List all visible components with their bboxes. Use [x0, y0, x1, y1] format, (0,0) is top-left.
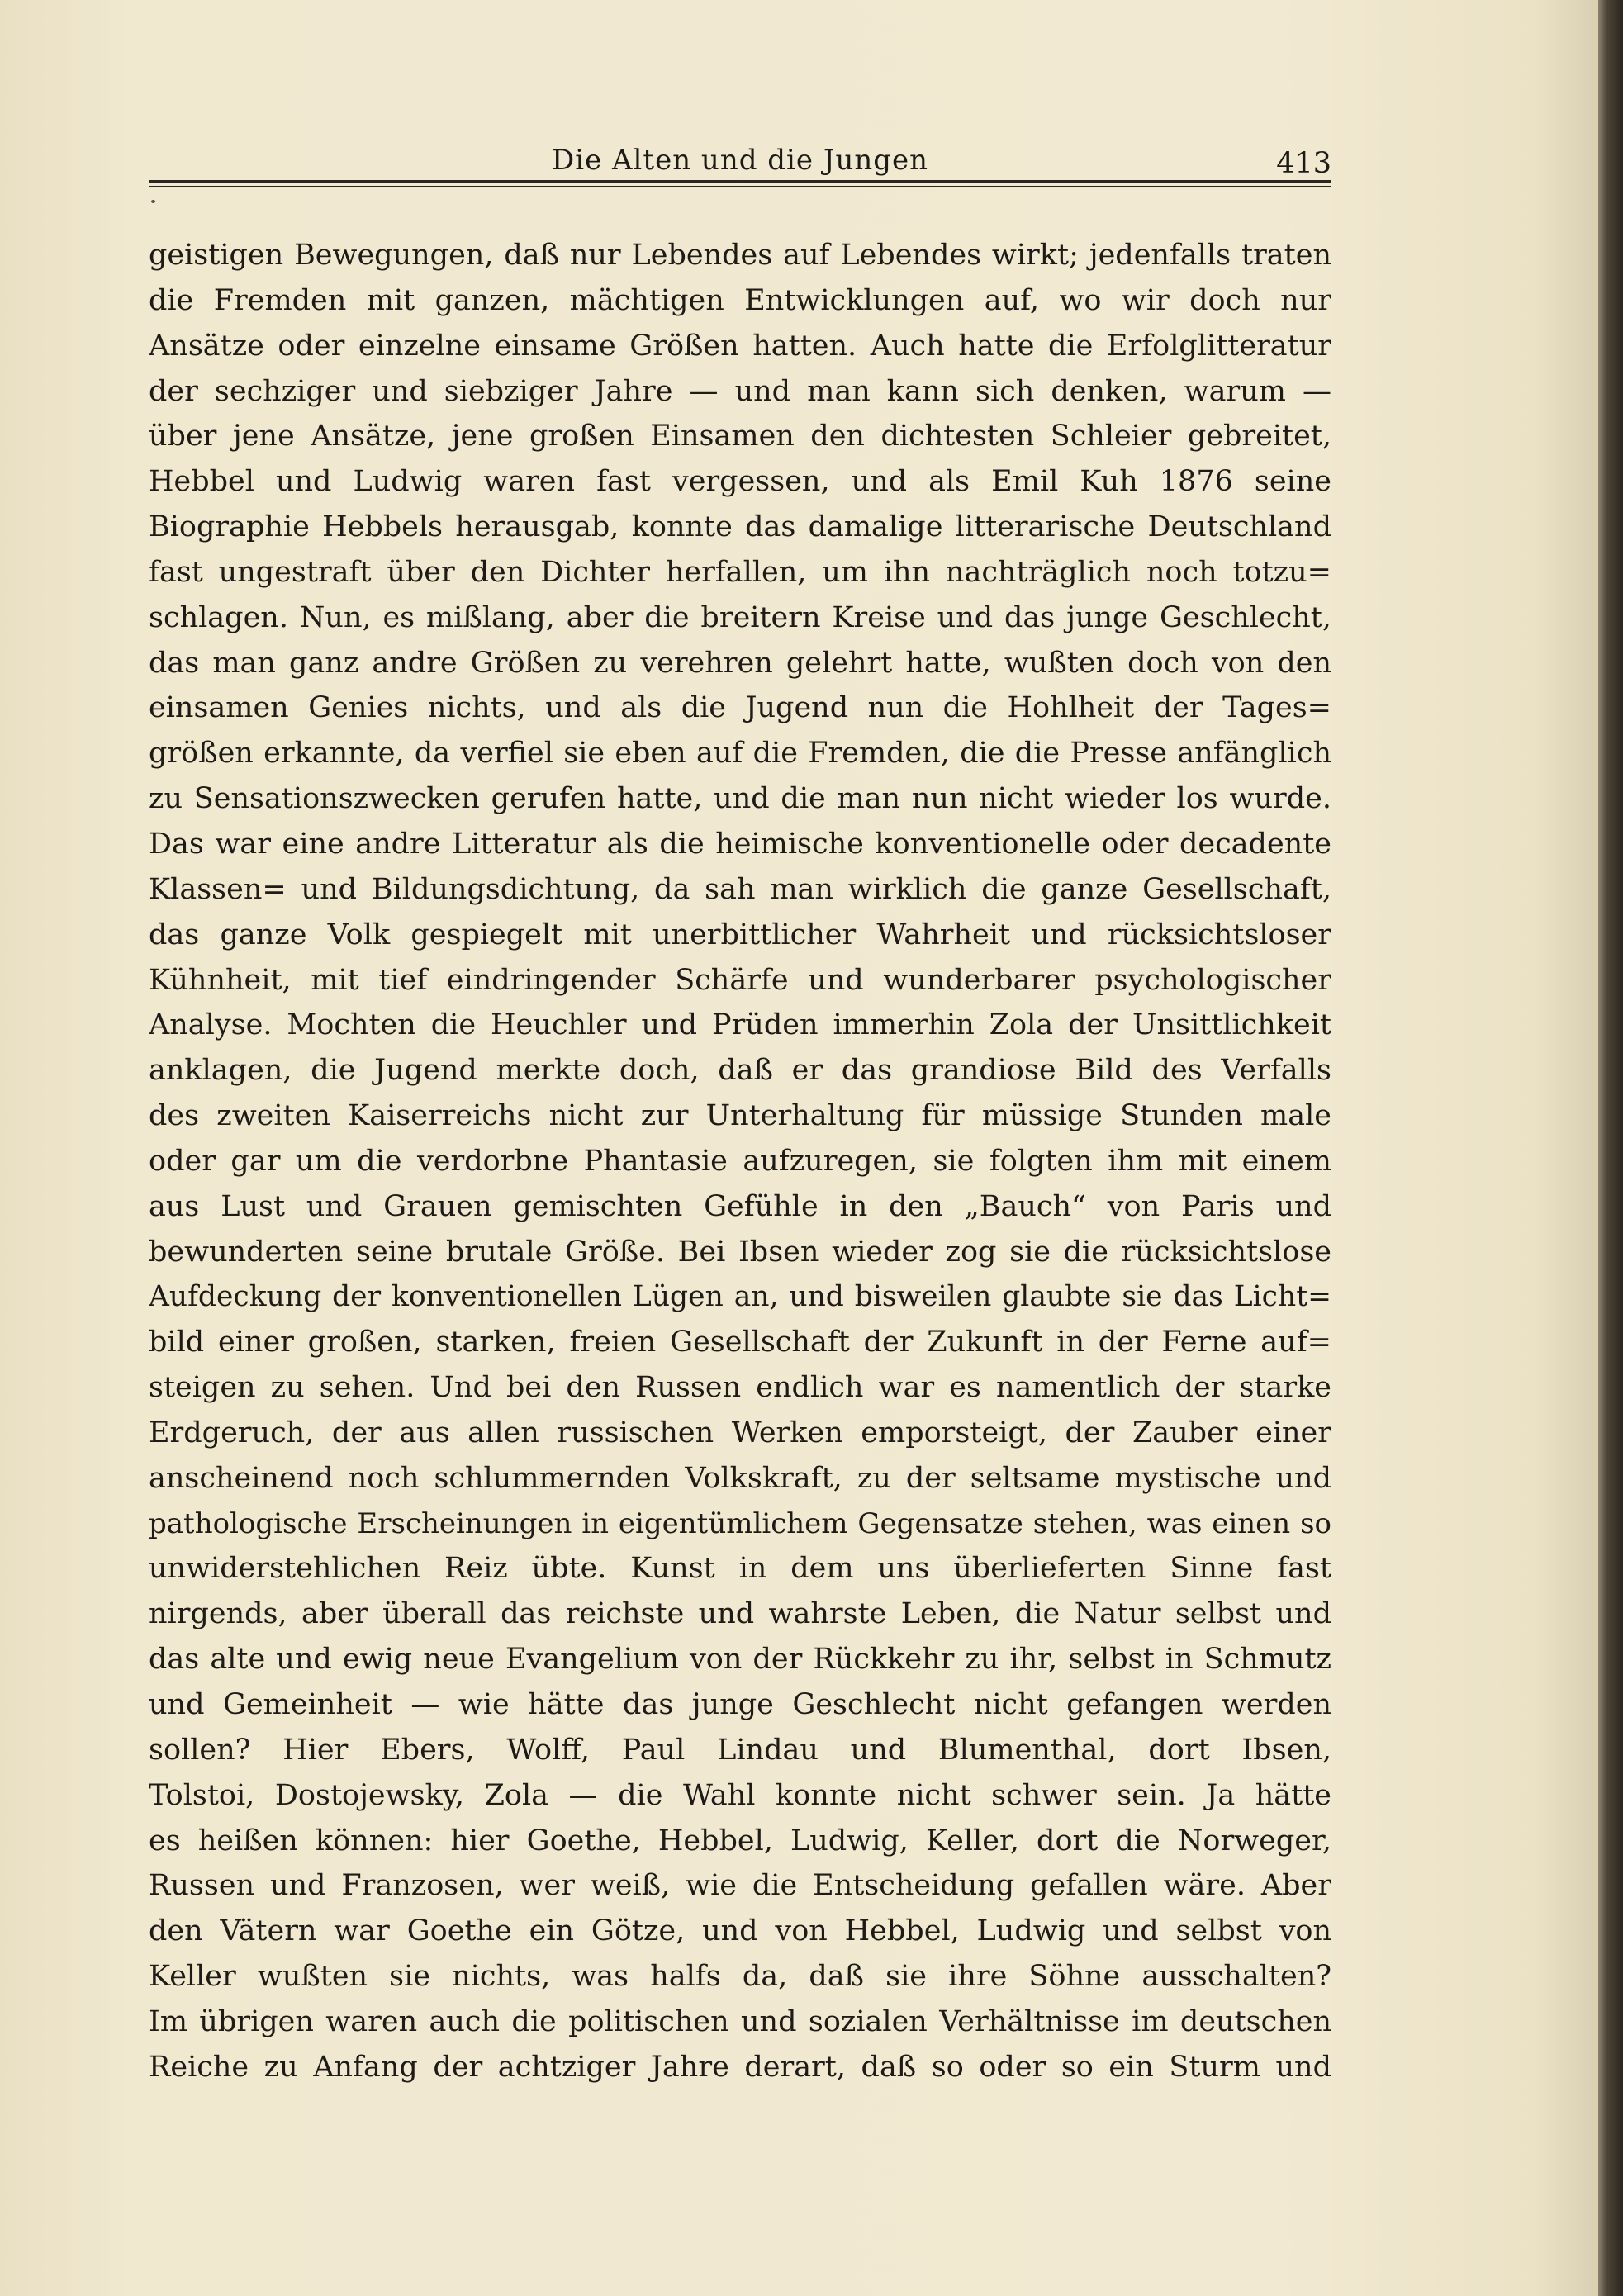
text-line: Keller wußten sie nichts, was halfs da, daß sie ihre Söhne ausschalten?: [149, 1960, 1331, 1994]
page-edge: [1598, 0, 1623, 2296]
text-line: pathologische Erscheinungen in eigentümlichem Gegensatze stehen, was einen so: [149, 1506, 1331, 1540]
text-line: anklagen, die Jugend merkte doch, daß er das grandiose Bild des Verfalls: [149, 1054, 1331, 1088]
text-line: des zweiten Kaiserreichs nicht zur Unterhaltung für müssige Stunden male: [149, 1099, 1331, 1133]
text-line: sollen? Hier Ebers, Wolff, Paul Lindau und Blumenthal, dort Ibsen,: [149, 1733, 1331, 1767]
text-line: Das war eine andre Litteratur als die heimische konventionelle oder decadente: [149, 827, 1331, 861]
text-line: zu Sensationszwecken gerufen hatte, und die man nun nicht wieder los wurde.: [149, 782, 1331, 816]
text-line: steigen zu sehen. Und bei den Russen endlich war es namentlich der starke: [149, 1371, 1331, 1405]
text-line: geistigen Bewegungen, daß nur Lebendes auf Lebendes wirkt; jedenfalls traten: [149, 239, 1331, 272]
text-line: Reiche zu Anfang der achtziger Jahre derart, daß so oder so ein Sturm und: [149, 2050, 1331, 2084]
header-rule-thick: [149, 180, 1331, 183]
text-line: Biographie Hebbels herausgab, konnte das damalige litterarische Deutschland: [149, 510, 1331, 544]
text-line: das alte und ewig neue Evangelium von der Rückkehr zu ihr, selbst in Schmutz: [149, 1643, 1331, 1677]
text-line: den Vätern war Goethe ein Götze, und von Hebbel, Ludwig und selbst von: [149, 1914, 1331, 1948]
text-line: aus Lust und Grauen gemischten Gefühle in den „Bauch“ von Paris und: [149, 1189, 1331, 1223]
text-line: unwiderstehlichen Reiz übte. Kunst in dem uns überlieferten Sinne fast: [149, 1552, 1331, 1586]
text-line: Aufdeckung der konventionellen Lügen an, und bisweilen glaubte sie das Licht=: [149, 1280, 1331, 1314]
text-line: größen erkannte, da verfiel sie eben auf die Fremden, die die Presse anfänglich: [149, 737, 1331, 771]
text-line: die Fremden mit ganzen, mächtigen Entwicklungen auf, wo wir doch nur: [149, 283, 1331, 317]
header-rule-thin: [149, 186, 1331, 187]
ink-speck: [151, 200, 155, 203]
text-line: Erdgeruch, der aus allen russischen Werken emporsteigt, der Zauber einer: [149, 1416, 1331, 1449]
text-line: das man ganz andre Größen zu verehren gelehrt hatte, wußten doch von den: [149, 646, 1331, 680]
body-text: [149, 233, 1331, 2090]
text-line: es heißen können: hier Goethe, Hebbel, Ludwig, Keller, dort die Norweger,: [149, 1824, 1331, 1857]
text-line: fast ungestraft über den Dichter herfallen, um ihn nachträglich noch totzu=: [149, 555, 1331, 589]
text-line: bewunderten seine brutale Größe. Bei Ibsen wieder zog sie die rücksichtslose: [149, 1235, 1331, 1269]
running-title: Die Alten und die Jungen: [551, 144, 929, 177]
page-number: 413: [1276, 147, 1331, 180]
text-line: das ganze Volk gespiegelt mit unerbittlicher Wahrheit und rücksichtsloser: [149, 918, 1331, 951]
text-line: schlagen. Nun, es mißlang, aber die breitern Kreise und das junge Geschlecht,: [149, 600, 1331, 634]
text-line: und Gemeinheit — wie hätte das junge Geschlecht nicht gefangen werden: [149, 1688, 1331, 1721]
text-line: Ansätze oder einzelne einsame Größen hatten. Auch hatte die Erfolglitteratur: [149, 329, 1331, 363]
text-line: oder gar um die verdorbne Phantasie aufzuregen, sie folgten ihm mit einem: [149, 1144, 1331, 1178]
text-line: der sechziger und siebziger Jahre — und man kann sich denken, warum —: [149, 374, 1331, 408]
text-line: Klassen= und Bildungsdichtung, da sah man wirklich die ganze Gesellschaft,: [149, 872, 1331, 906]
text-line: anscheinend noch schlummernden Volkskraft, zu der seltsame mystische und: [149, 1461, 1331, 1495]
text-line: einsamen Genies nichts, und als die Jugend nun die Hohlheit der Tages=: [149, 691, 1331, 725]
text-line: Analyse. Mochten die Heuchler und Prüden immerhin Zola der Unsittlichkeit: [149, 1008, 1331, 1042]
text-line: über jene Ansätze, jene großen Einsamen den dichtesten Schleier gebreitet,: [149, 420, 1331, 453]
text-line: Hebbel und Ludwig waren fast vergessen, und als Emil Kuh 1876 seine: [149, 465, 1331, 499]
text-line: Im übrigen waren auch die politischen und sozialen Verhältnisse im deutschen: [149, 2004, 1331, 2038]
text-line: Kühnheit, mit tief eindringender Schärfe und wunderbarer psychologischer: [149, 963, 1331, 997]
text-line: bild einer großen, starken, freien Gesellschaft der Zukunft in der Ferne auf=: [149, 1326, 1331, 1359]
text-line: Tolstoi, Dostojewsky, Zola — die Wahl konnte nicht schwer sein. Ja hätte: [149, 1778, 1331, 1812]
text-line: nirgends, aber überall das reichste und wahrste Leben, die Natur selbst und: [149, 1597, 1331, 1631]
text-line: Russen und Franzosen, wer weiß, wie die Entscheidung gefallen wäre. Aber: [149, 1869, 1331, 1903]
